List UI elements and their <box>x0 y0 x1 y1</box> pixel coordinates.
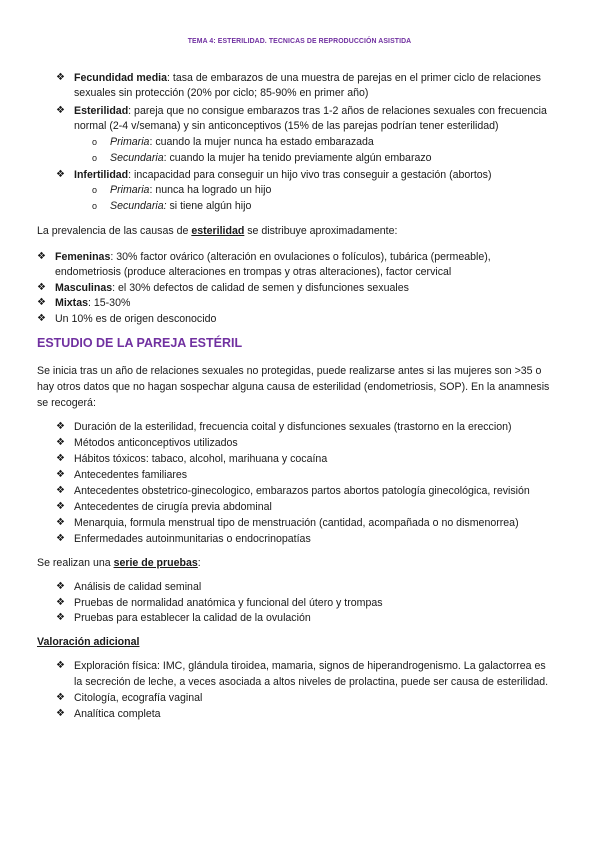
causa-desconocido: Un 10% es de origen desconocido <box>55 313 217 325</box>
sub-term: Primaria <box>110 184 150 196</box>
valoracion-item: Exploración física: IMC, glándula tiroidea, mamaria, signos de hiperandrogenismo. La galactorrea es <box>74 660 546 672</box>
sub-item-primaria <box>110 183 271 197</box>
causa-term: Mixtas <box>55 297 88 309</box>
section-heading-estudio: ESTUDIO DE LA PAREJA ESTÉRIL <box>37 336 243 350</box>
bullet-icon: ❖ <box>56 692 65 703</box>
bullet-icon: ❖ <box>56 485 65 496</box>
sub-term: Secundaria <box>110 152 164 164</box>
definition-text: sexuales sin protección (20% por ciclo; 85-90% en primer año) <box>74 87 369 99</box>
sub-item-secundaria <box>110 199 251 213</box>
bullet-icon: ❖ <box>56 72 65 83</box>
anamnesis-item: Antecedentes familiares <box>74 469 188 481</box>
prueba-item: Pruebas para establecer la calidad de la ovulación <box>74 612 311 624</box>
estudio-intro: hay otros datos que no hagan sospechar alguna causa de esterilidad (endometriosis, SOP). En la anamnesis <box>37 381 550 393</box>
causa-term: Masculinas <box>55 282 113 294</box>
anamnesis-item: Menarquia, formula menstrual tipo de menstruación (cantidad, acompañada o no dismenorrea) <box>74 517 519 529</box>
causa-text: endometriosis (produce alteraciones en trompas y otras alteraciones), factor cervical <box>55 266 452 278</box>
definition-esterilidad <box>74 104 547 118</box>
sub-bullet-icon: o <box>92 137 98 147</box>
anamnesis-item: Hábitos tóxicos: tabaco, alcohol, marihuana y cocaína <box>74 453 328 465</box>
causa-mixtas <box>55 296 130 310</box>
definition-text: : incapacidad para conseguir un hijo vivo tras conseguir a gestación (abortos) <box>128 169 492 181</box>
bullet-icon: ❖ <box>56 612 65 623</box>
causa-text: : el 30% defectos de calidad de semen y disfunciones sexuales <box>112 282 409 294</box>
term-infertilidad: Infertilidad <box>74 169 129 181</box>
sub-item-secundaria <box>110 151 432 165</box>
valoracion-heading <box>37 635 139 649</box>
definition-text: : pareja que no consigue embarazos tras 1-2 años de relaciones sexuales con frecuencia <box>128 105 547 117</box>
bullet-icon: ❖ <box>56 517 65 528</box>
prueba-item: Análisis de calidad seminal <box>74 581 202 593</box>
anamnesis-item: Duración de la esterilidad, frecuencia coital y disfunciones sexuales (trastorno en la ereccion) <box>74 421 512 433</box>
bullet-icon: ❖ <box>56 421 65 432</box>
sub-text: si tiene algún hijo <box>166 200 252 212</box>
causa-masculinas <box>55 281 409 295</box>
anamnesis-item: Antecedentes de cirugía previa abdominal <box>74 501 272 513</box>
bullet-icon: ❖ <box>56 437 65 448</box>
bullet-icon: ❖ <box>56 533 65 544</box>
anamnesis-item: Antecedentes obstetrico-ginecologico, embarazos partos abortos patología ginecológica, revisión <box>74 485 530 497</box>
bullet-icon: ❖ <box>56 581 65 592</box>
intro-text: : <box>197 557 201 569</box>
bullet-icon: ❖ <box>56 708 65 719</box>
sub-bullet-icon: o <box>92 153 98 163</box>
estudio-intro: Se inicia tras un año de relaciones sexuales no protegidas, puede realizarse antes si las mujeres son >35 o <box>37 365 542 377</box>
intro-text: se distribuye aproximadamente: <box>244 225 398 237</box>
causa-text: : 30% factor ovárico (alteración en ovulaciones o folículos), tubárica (permeable), <box>110 251 491 263</box>
causa-text: : 15-30% <box>87 297 131 309</box>
sub-text: : cuando la mujer nunca ha estado embarazada <box>149 136 374 148</box>
bullet-icon: ❖ <box>56 453 65 464</box>
estudio-intro: se recogerá: <box>37 397 96 409</box>
sub-text: : cuando la mujer ha tenido previamente algún embarazo <box>163 152 432 164</box>
term-esterilidad: Esterilidad <box>74 105 129 117</box>
anamnesis-item: Métodos anticonceptivos utilizados <box>74 437 238 449</box>
bullet-icon: ❖ <box>37 251 46 262</box>
pruebas-intro <box>37 556 201 570</box>
sub-term: Secundaria: <box>110 200 167 212</box>
intro-text: La prevalencia de las causas de <box>37 225 192 237</box>
bullet-icon: ❖ <box>56 597 65 608</box>
sub-bullet-icon: o <box>92 185 98 195</box>
valoracion-item: Citología, ecografía vaginal <box>74 692 203 704</box>
bullet-icon: ❖ <box>37 282 46 293</box>
bullet-icon: ❖ <box>37 313 46 324</box>
term-fecundidad: Fecundidad media <box>74 72 168 84</box>
bullet-icon: ❖ <box>56 169 65 180</box>
bullet-icon: ❖ <box>56 660 65 671</box>
sub-term: Primaria <box>110 136 150 148</box>
prueba-item: Pruebas de normalidad anatómica y funcional del útero y trompas <box>74 597 383 609</box>
valoracion-item: la secreción de leche, a veces asociada a altos niveles de prolactina, puede ser causa de esterilidad. <box>74 676 549 688</box>
definition-fecundidad <box>74 71 541 85</box>
intro-term: serie de pruebas <box>113 557 198 569</box>
sub-text: : nunca ha logrado un hijo <box>149 184 272 196</box>
prevalencia-intro <box>37 224 397 238</box>
causa-femeninas <box>55 250 491 264</box>
definition-text: normal (2-4 v/semana) y sin anticonceptivos (15% de las parejas podrían tener esterilidad) <box>74 120 499 132</box>
definition-text: : tasa de embarazos de una muestra de parejas en el primer ciclo de relaciones <box>167 72 541 84</box>
valoracion-heading-text: Valoración adicional <box>37 636 140 648</box>
valoracion-item: Analítica completa <box>74 708 161 720</box>
intro-text: Se realizan una <box>37 557 114 569</box>
sub-item-primaria <box>110 135 374 149</box>
page-title: TEMA 4: ESTERILIDAD. TECNICAS DE REPRODUCCIÓN ASISTIDA <box>187 38 412 45</box>
bullet-icon: ❖ <box>56 469 65 480</box>
bullet-icon: ❖ <box>56 105 65 116</box>
sub-bullet-icon: o <box>92 201 98 211</box>
intro-term: esterilidad <box>191 225 245 237</box>
bullet-icon: ❖ <box>56 501 65 512</box>
bullet-icon: ❖ <box>37 297 46 308</box>
causa-term: Femeninas <box>55 251 111 263</box>
definition-infertilidad <box>74 168 492 182</box>
anamnesis-item: Enfermedades autoinmunitarias o endocrinopatías <box>74 533 311 545</box>
